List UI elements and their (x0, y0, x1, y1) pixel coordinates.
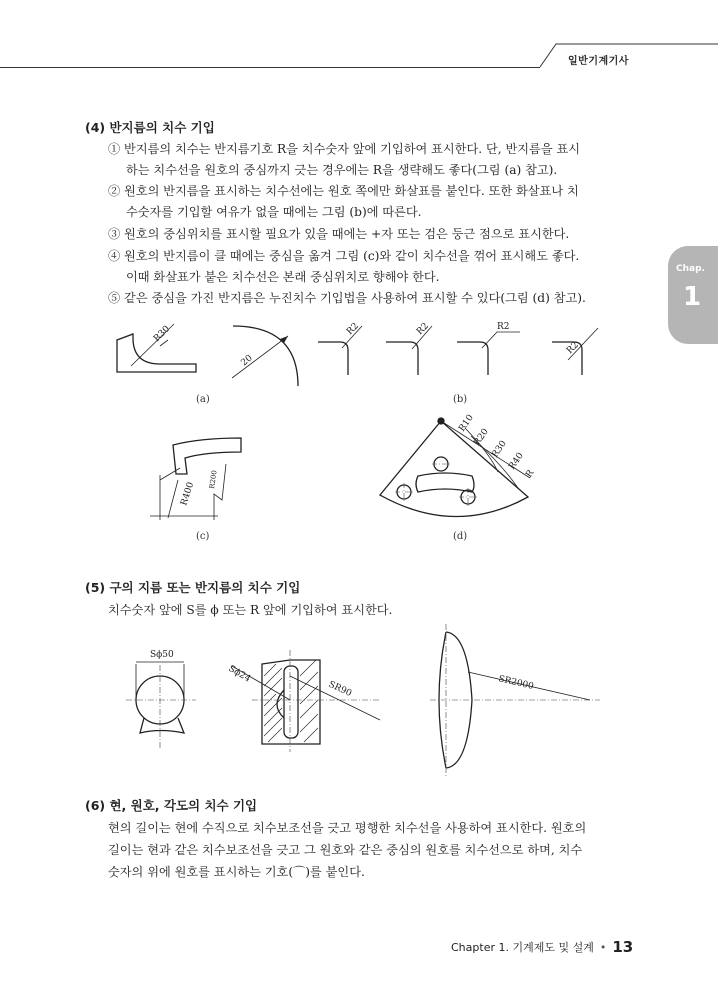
fig-a-arc (233, 326, 298, 386)
sec4-line-5: ③ 원호의 중심위치를 표시할 필요가 있을 때에는 +자 또는 검은 둥근 점으로 표시한다. (108, 227, 570, 241)
sec4-line-2: 하는 치수선을 원호의 중심까지 긋는 경우에는 R을 생략해도 좋다(그림 (a) 참고). (126, 163, 558, 177)
fig-c-label-2: R200 (208, 469, 219, 490)
sec4-line-1: ① 반지름의 치수는 반지름기호 R을 치수숫자 앞에 기입하여 표시한다. 단, 반지름을 표시 (108, 142, 581, 156)
fig-large-arc (446, 632, 472, 768)
caption-a: (a) (196, 394, 210, 405)
page-footer (451, 938, 633, 956)
fig-sphere-label-4: SR2000 (497, 674, 535, 692)
caption-b: (b) (453, 394, 468, 405)
fig-b-label-3: R2 (497, 322, 510, 332)
sec5-body: 치수숫자 앞에 S를 ϕ 또는 R 앞에 기입하여 표시한다. (108, 603, 393, 617)
fig-d-fan (380, 421, 528, 517)
fig-a-label-2: 20 (239, 353, 255, 369)
caption-c: (c) (196, 531, 210, 542)
page-number: 13 (612, 938, 634, 956)
section-6-heading: (6) 현, 원호, 각도의 치수 기입 (85, 798, 258, 813)
sec6-line-1: 현의 길이는 현에 수직으로 치수보조선을 긋고 평행한 치수선을 사용하여 표시한다. 원호의 (108, 821, 587, 835)
fig-c-label-1: R400 (179, 481, 197, 507)
sec6-line-2: 길이는 현과 같은 치수보조선을 긋고 그 원호와 같은 중심의 원호를 치수선으로 하며, 치수 (108, 843, 583, 857)
fig-a-label-1: R30 (152, 324, 173, 345)
header-rule-slant (0, 0, 718, 80)
fig-d-label-2: R20 (472, 427, 491, 448)
fig-b-label-1: R2 (345, 321, 361, 338)
fig-sphere-label-2: Sϕ24 (226, 663, 253, 685)
sec6-line-3: 숫자의 위에 원호를 표시하는 기호(⌒)를 붙인다. (108, 865, 365, 879)
fig-c-part (173, 438, 241, 474)
running-header-title: 일반기계기사 (568, 56, 629, 67)
footer-title: . 기계제도 및 설계 (505, 941, 594, 954)
section-5-heading: (5) 구의 지름 또는 반지름의 치수 기입 (85, 580, 301, 595)
fig-sphere-label-1: Sϕ50 (150, 650, 174, 660)
fig-d-label-3: R30 (490, 439, 509, 460)
fig-sphere-block (262, 660, 320, 744)
section-4-heading: (4) 반지름의 치수 기입 (85, 120, 215, 135)
footer-chapter: Chapter 1 (451, 941, 506, 954)
chapter-tab-number: 1 (682, 282, 702, 312)
sec4-line-3: ② 원호의 반지름을 표시하는 치수선에는 원호 쪽에만 화살표를 붙인다. 또한 화살표나 치 (108, 184, 579, 198)
sec4-line-6: ④ 원호의 반지름이 클 때에는 중심을 옮겨 그림 (c)와 같이 치수선을 꺾어 표시해도 좋다. (108, 249, 580, 263)
chapter-tab (668, 246, 718, 344)
fig-d-label-5: R (524, 468, 537, 480)
sec4-line-4: 수숫자를 기입할 여유가 없을 때에는 그림 (b)에 따른다. (126, 205, 422, 219)
fig-sphere-label-3: SR90 (326, 679, 354, 700)
fig-d-label-1: R10 (457, 413, 476, 434)
footer-bullet: • (599, 941, 607, 954)
fig-b-label-2: R2 (415, 321, 431, 338)
fig-d-label-4: R40 (507, 451, 526, 472)
sec4-line-8: ⑤ 같은 중심을 가진 반지름은 누진치수 기입법을 사용하여 표시할 수 있다(그림 (d) 참고). (108, 291, 586, 305)
fig-a-bracket (117, 334, 196, 372)
fig-b-label-4: R2 (565, 340, 581, 357)
sec4-line-7: 이때 화살표가 붙은 치수선은 본래 중심위치로 향해야 한다. (126, 270, 440, 284)
caption-d: (d) (453, 531, 468, 542)
chapter-tab-label: Chap. (676, 264, 705, 274)
